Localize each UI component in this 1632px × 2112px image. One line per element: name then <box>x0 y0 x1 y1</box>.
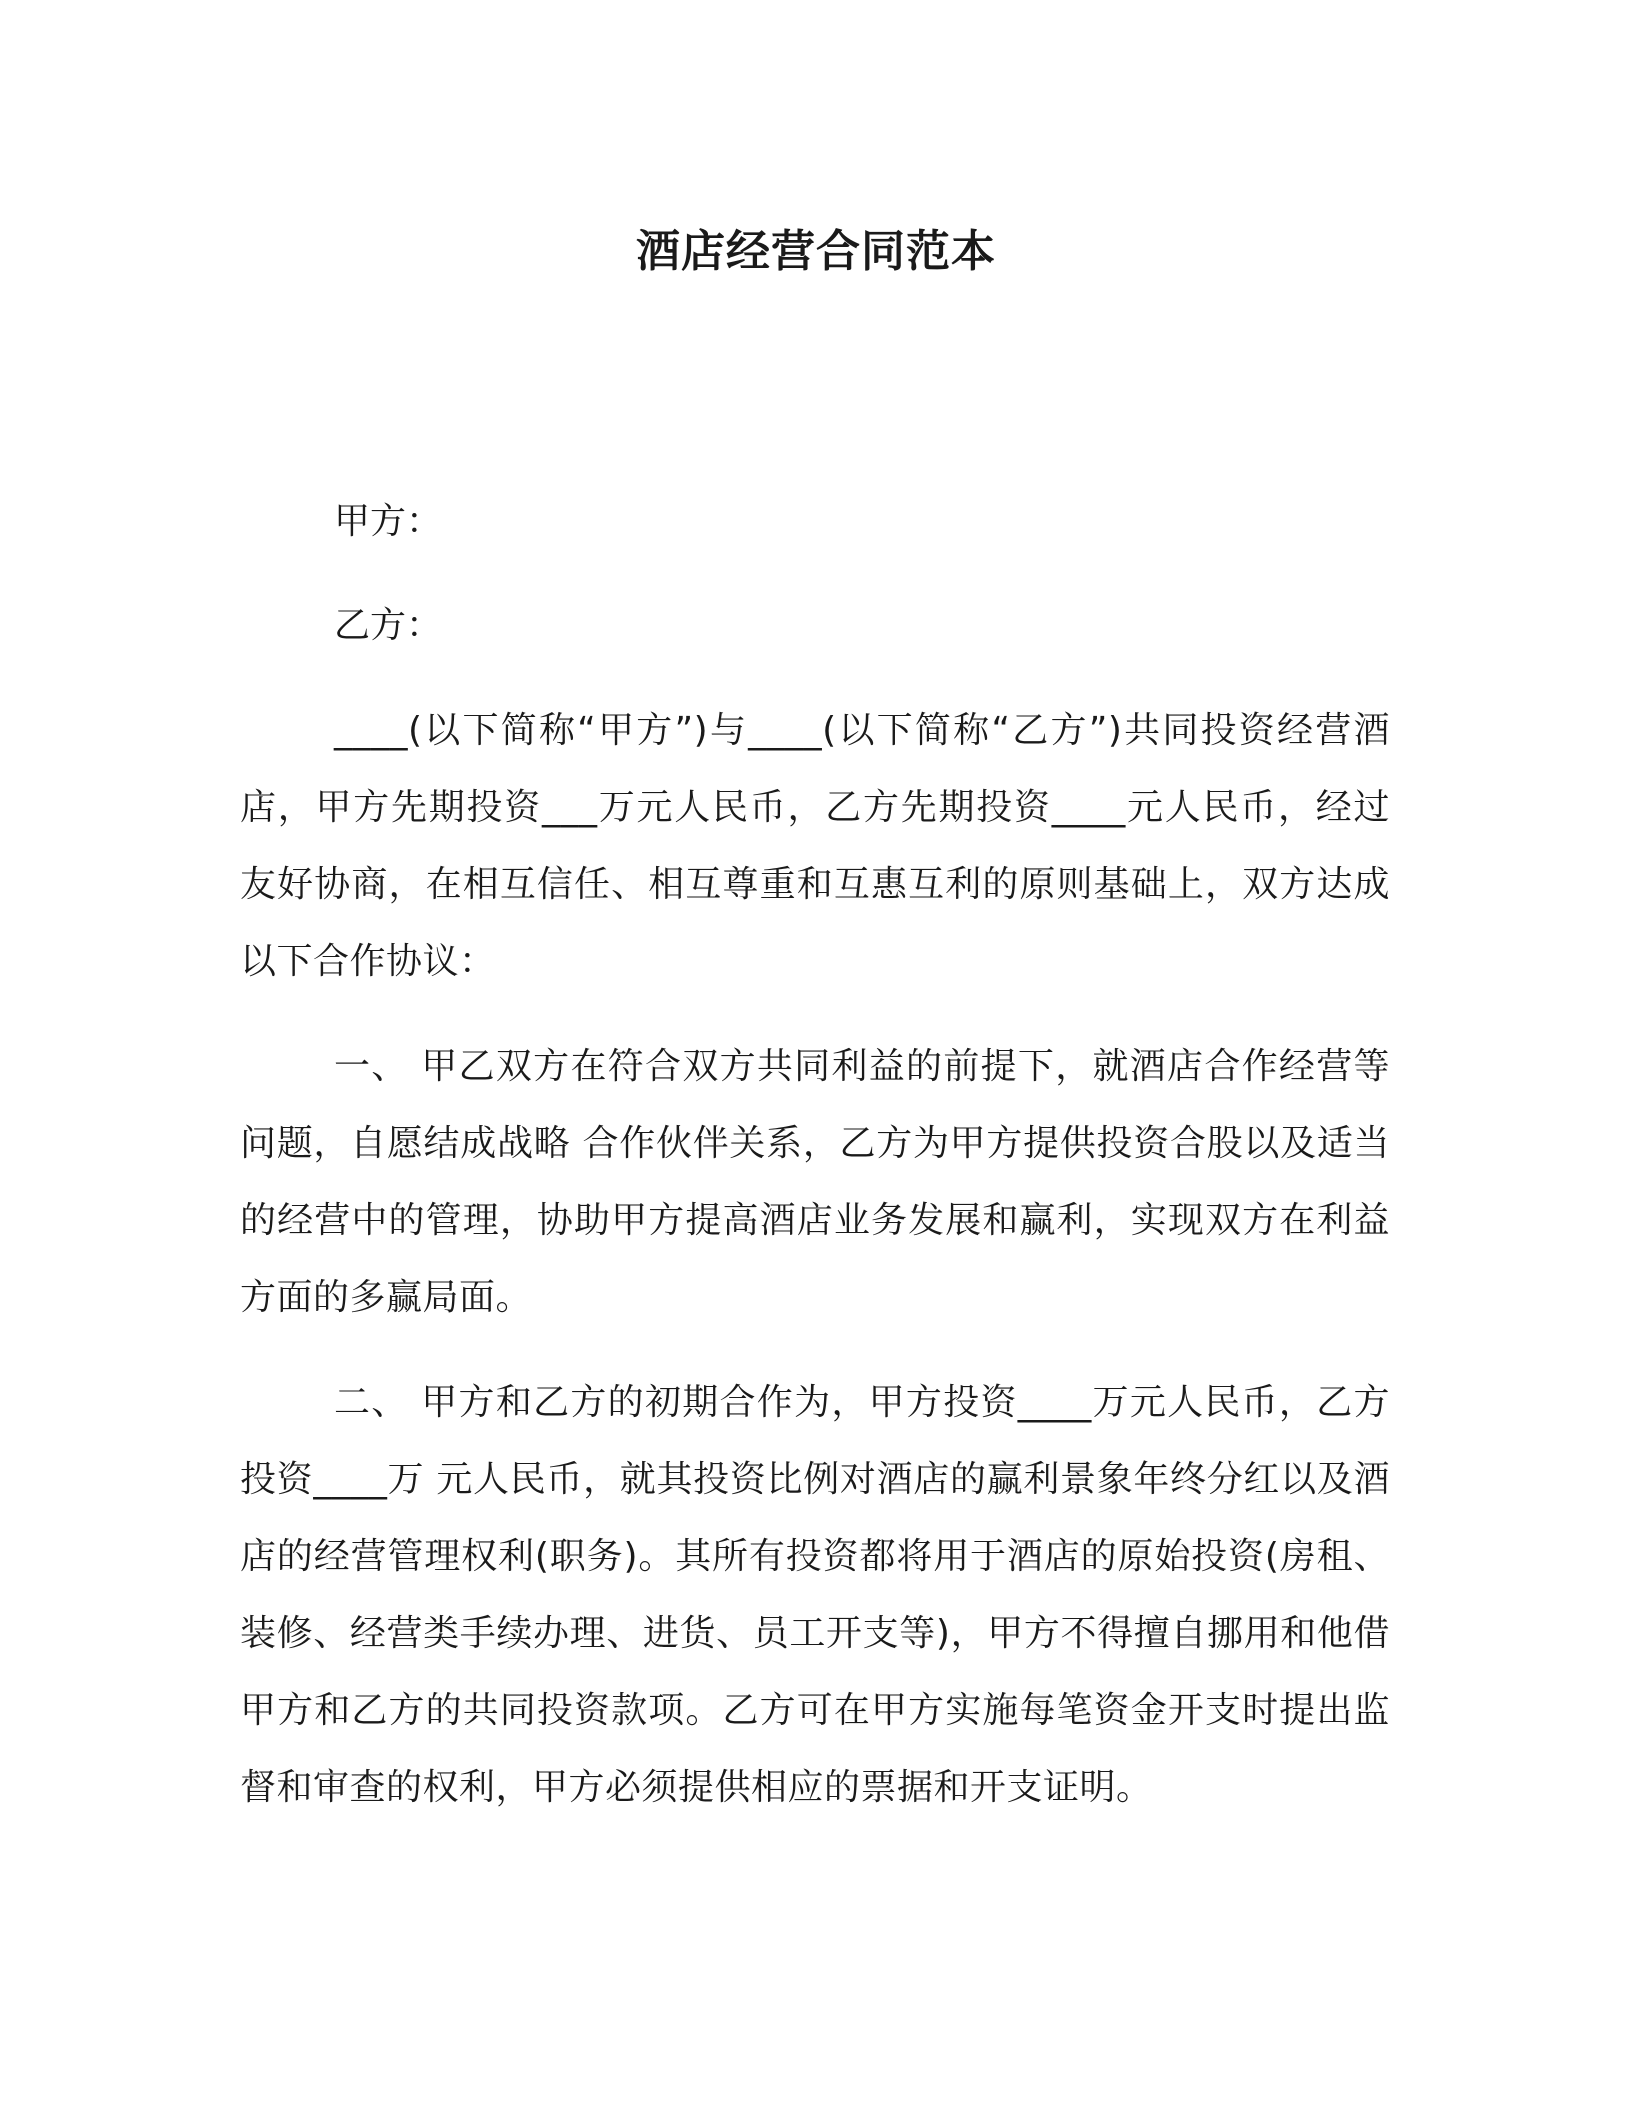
party-a-label: 甲方： <box>334 501 443 542</box>
intro-paragraph: ____(以下简称“甲方”)与____(以下简称“乙方”)共同投资经营酒店，甲方先期投资___万元人民币，乙方先期投资____元人民币，经过友好协商，在相互信任、相互尊重和互惠互利的原则基础上，双方达成以下合作协议： <box>240 710 1390 982</box>
clause-one-paragraph: 一、 甲乙双方在符合双方共同利益的前提下，就酒店合作经营等问题，自愿结成战略 合作伙伴关系，乙方为甲方提供投资合股以及适当的经营中的管理，协助甲方提高酒店业务发展和赢利，实现双方在利益方面的多赢局面。 <box>240 1046 1390 1318</box>
document-title: 酒店经营合同范本 <box>636 226 996 277</box>
party-b-label: 乙方： <box>334 605 443 646</box>
clause-two-paragraph: 二、 甲方和乙方的初期合作为，甲方投资____万元人民币，乙方投资____万 元人民币，就其投资比例对酒店的赢利景象年终分红以及酒店的经营管理权利(职务)。其所有投资都将用于酒店的原始投资(房租、装修、经营类手续办理、进货、员工开支等)，甲方不得擅自挪用和他借甲方和乙方的共同投资款项。乙方可在甲方实施每笔资金开支时提出监督和审查的权利，甲方必须提供相应的票据和开支证明。 <box>240 1382 1390 1808</box>
